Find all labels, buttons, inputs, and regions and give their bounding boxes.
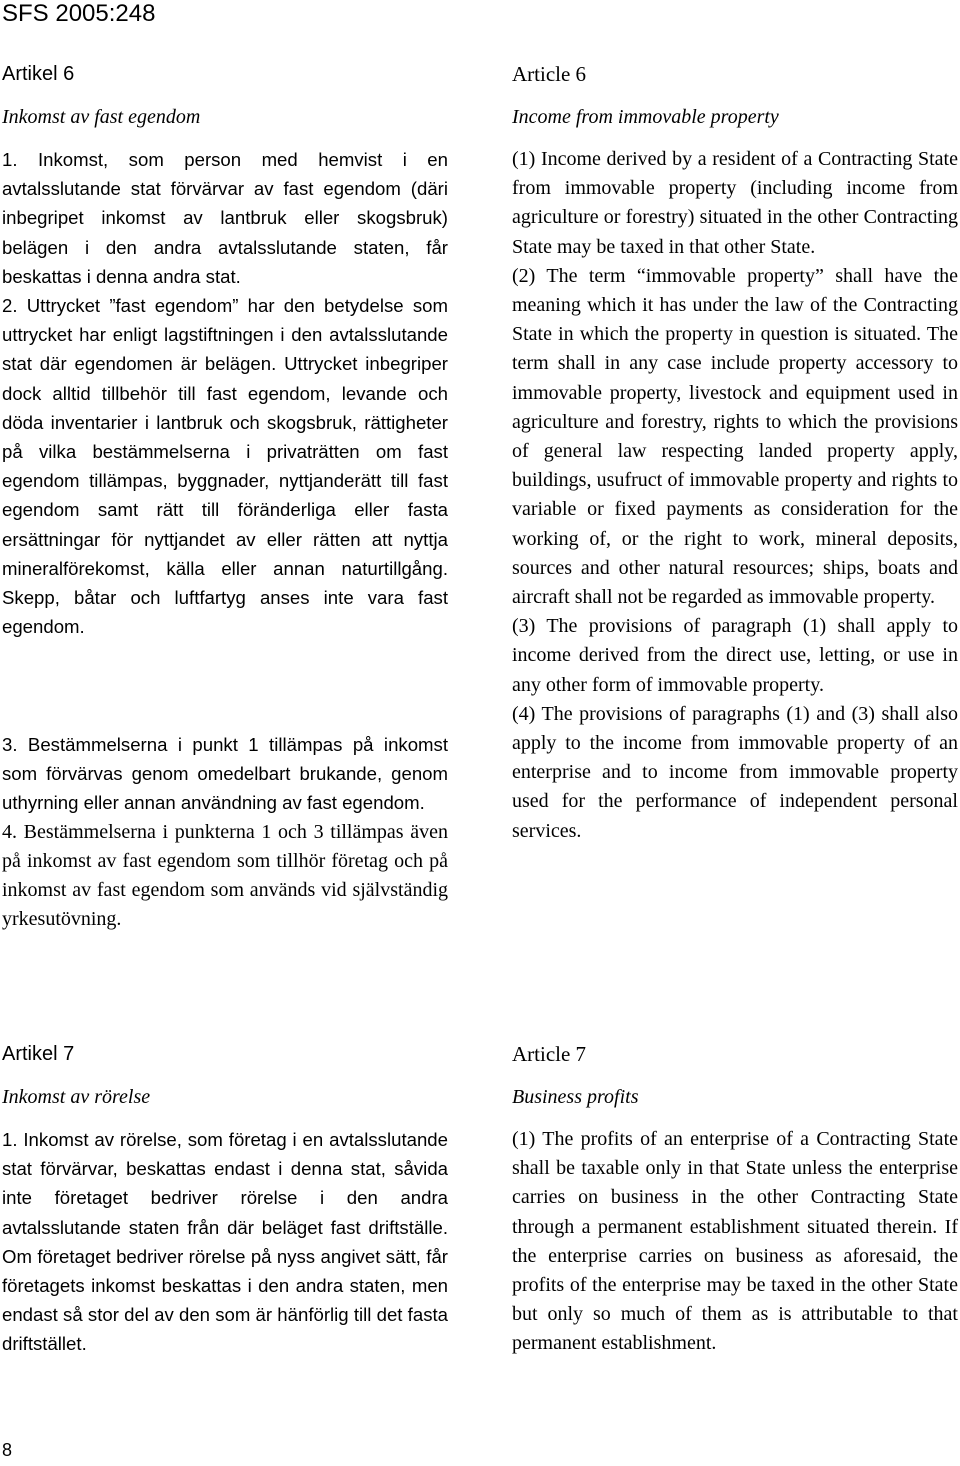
- article-7-section: [512, 1040, 958, 1359]
- article-subtitle: Inkomst av fast egendom: [2, 106, 201, 128]
- artikel-6-section-cont: [2, 730, 448, 934]
- paragraph-3: (3) The provisions of paragraph (1) shall apply to income derived from the direct use, letting, or use in any other form of immovable property.: [512, 615, 958, 696]
- paragraph-2: 2. Uttrycket ”fast egendom” har den betydelse som uttrycket har enligt lagstiftningen i den avtalsslutande stat där egendomen är belägen. Uttrycket inbegriper dock alltid tillbehör till fast egendom, levande och döda inventarier i lantbruk och skogsbruk, rättigheter på vilka bestämmelserna i privaträtten om fast egendom tillämpas, byggnader, nyttjanderätt till fast egendom samt rätt till föränderliga eller fasta ersättningar för nyttjandet av eller rätten att nyttja mineralförekomst, källa eller annan naturtillgång. Skepp, båtar och luftfartyg anses inte vara fast egendom.: [2, 295, 448, 638]
- paragraph-3: 3. Bestämmelserna i punkt 1 tillämpas på inkomst som förvärvas genom omedelbart brukande, genom uthyrning eller annan användning av fast egendom.: [2, 734, 448, 814]
- paragraph-4: 4. Bestämmelserna i punkterna 1 och 3 tillämpas även på inkomst av fast egendom som tillhör företag och på inkomst av fast egendom som används vid självständig yrkesutövning.: [2, 820, 448, 931]
- artikel-7-section: [2, 1040, 448, 1359]
- paragraph-1: (1) Income derived by a resident of a Contracting State from immovable property (including income from agriculture or forestry) situated in the other Contracting State may be taxed in that other State.: [512, 148, 958, 258]
- paragraph-2: (2) The term “immovable property” shall have the meaning which it has under the law of the Contracting State in which the property in question is situated. The term shall in any case include property accessory to immovable property, livestock and equipment used in agriculture and forestry, rights to which the provisions of general law respecting landed property apply, buildings, usufruct of immovable property and rights to variable or fixed payments as consideration for the working of, or the right to work, mineral deposits, sources and other natural resources; ships, boats and aircraft shall not be regarded as immovable property.: [512, 264, 958, 609]
- article-title: Artikel 6: [2, 63, 75, 85]
- paragraph-1: 1. Inkomst av rörelse, som företag i en avtalsslutande stat förvärvar, beskattas endast i denna stat, såvida inte företaget bedriver rörelse i den andra avtalsslutande staten från där beläget fast driftställe. Om företaget bedriver rörelse på nyss angivet sätt, får företagets inkomst beskattas i den andra staten, men endast så stor del av den som är hänförlig till det fasta driftstället.: [2, 1129, 448, 1355]
- article-subtitle: Inkomst av rörelse: [2, 1086, 151, 1108]
- paragraph-1: 1. Inkomst, som person med hemvist i en avtalsslutande stat förvärvar av fast egendom (däri inbegripet inkomst av lantbruk eller skogsbruk) belägen i den andra avtalsslutande staten, får beskattas i denna andra stat.: [2, 149, 448, 287]
- paragraph-4: (4) The provisions of paragraphs (1) and (3) shall also apply to the income from immovable property of an enterprise and to income from immovable property used for the performance of independent personal services.: [512, 702, 958, 842]
- paragraph-1: (1) The profits of an enterprise of a Contracting State shall be taxable only in that State unless the enterprise carries on business in the other Contracting State through a permanent establishment situated therein. If the enterprise carries on business as aforesaid, the profits of the enterprise may be taxed in the other State but only so much of them as is attributable to that permanent establishment.: [512, 1128, 958, 1355]
- article-title: Artikel 7: [2, 1043, 75, 1065]
- article-subtitle: Business profits: [512, 1086, 639, 1108]
- document-id: SFS 2005:248: [2, 0, 156, 27]
- article-title: Article 7: [512, 1042, 587, 1066]
- artikel-6-section: [2, 60, 448, 641]
- article-6-section: [512, 60, 958, 846]
- article-subtitle: Income from immovable property: [512, 106, 779, 128]
- page-number: 8: [2, 1440, 13, 1460]
- article-title: Article 6: [512, 62, 587, 86]
